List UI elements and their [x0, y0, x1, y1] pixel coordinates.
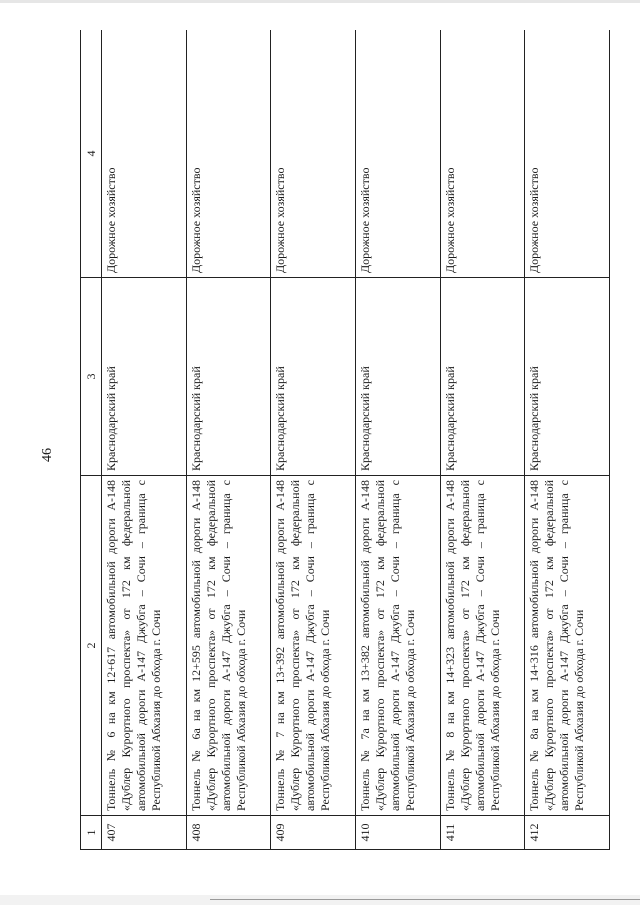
scan-edge-top — [0, 0, 640, 3]
category: Дорожное хозяйство — [186, 30, 271, 278]
column-header-4: 4 — [81, 30, 102, 278]
table-row — [440, 30, 525, 850]
region: Краснодарский край — [440, 278, 525, 476]
row-number: 412 — [525, 816, 610, 850]
category: Дорожное хозяйство — [525, 30, 610, 278]
table-row — [186, 30, 271, 850]
table-row — [355, 30, 440, 850]
object-description: Тоннель № 7 на км 13+392 автомобильной дороги А-148 «Дублер Курортного проспекта» от 172 км федеральной автомобильной дороги А-147 Джубга – Сочи – граница с Республикой Абхазия до обхода г. Сочи — [271, 476, 356, 816]
column-header-3: 3 — [81, 278, 102, 476]
region: Краснодарский край — [271, 278, 356, 476]
table-row — [525, 30, 610, 850]
page-number: 46 — [40, 448, 55, 462]
row-number: 409 — [271, 816, 356, 850]
region: Краснодарский край — [186, 278, 271, 476]
region: Краснодарский край — [355, 278, 440, 476]
registry-table — [80, 30, 610, 850]
table-row — [102, 30, 187, 850]
header-row — [81, 30, 102, 850]
object-description: Тоннель № 8а на км 14+316 автомобильной дороги А-148 «Дублер Курортного проспекта» от 172 км федеральной автомобильной дороги А-147 Джубга – Сочи – граница с Республикой Абхазия до обхода г. Сочи — [525, 476, 610, 816]
row-number: 408 — [186, 816, 271, 850]
category: Дорожное хозяйство — [102, 30, 187, 278]
category: Дорожное хозяйство — [271, 30, 356, 278]
object-description: Тоннель № 6а на км 12+595 автомобильной дороги А-148 «Дублер Курортного проспекта» от 172 км федеральной автомобильной дороги А-147 Джубга – Сочи – граница с Республикой Абхазия до обхода г. Сочи — [186, 476, 271, 816]
region: Краснодарский край — [525, 278, 610, 476]
row-number: 411 — [440, 816, 525, 850]
region: Краснодарский край — [102, 278, 187, 476]
category: Дорожное хозяйство — [355, 30, 440, 278]
object-description: Тоннель № 6 на км 12+617 автомобильной дороги А-148 «Дублер Курортного проспекта» от 172 км федеральной автомобильной дороги А-147 Джубга – Сочи – граница с Республикой Абхазия до обхода г. Сочи — [102, 476, 187, 816]
document-frame — [80, 30, 610, 850]
object-description: Тоннель № 7а на км 13+382 автомобильной дороги А-148 «Дублер Курортного проспекта» от 172 км федеральной автомобильной дороги А-147 Джубга – Сочи – граница с Республикой Абхазия до обхода г. Сочи — [355, 476, 440, 816]
column-header-2: 2 — [81, 476, 102, 816]
scan-line-bottom — [210, 899, 640, 900]
column-header-1: 1 — [81, 816, 102, 850]
table-row — [271, 30, 356, 850]
scan-edge-bottom — [0, 895, 640, 905]
category: Дорожное хозяйство — [440, 30, 525, 278]
row-number: 410 — [355, 816, 440, 850]
row-number: 407 — [102, 816, 187, 850]
object-description: Тоннель № 8 на км 14+323 автомобильной дороги А-148 «Дублер Курортного проспекта» от 172 км федеральной автомобильной дороги А-147 Джубга – Сочи – граница с Республикой Абхазия до обхода г. Сочи — [440, 476, 525, 816]
